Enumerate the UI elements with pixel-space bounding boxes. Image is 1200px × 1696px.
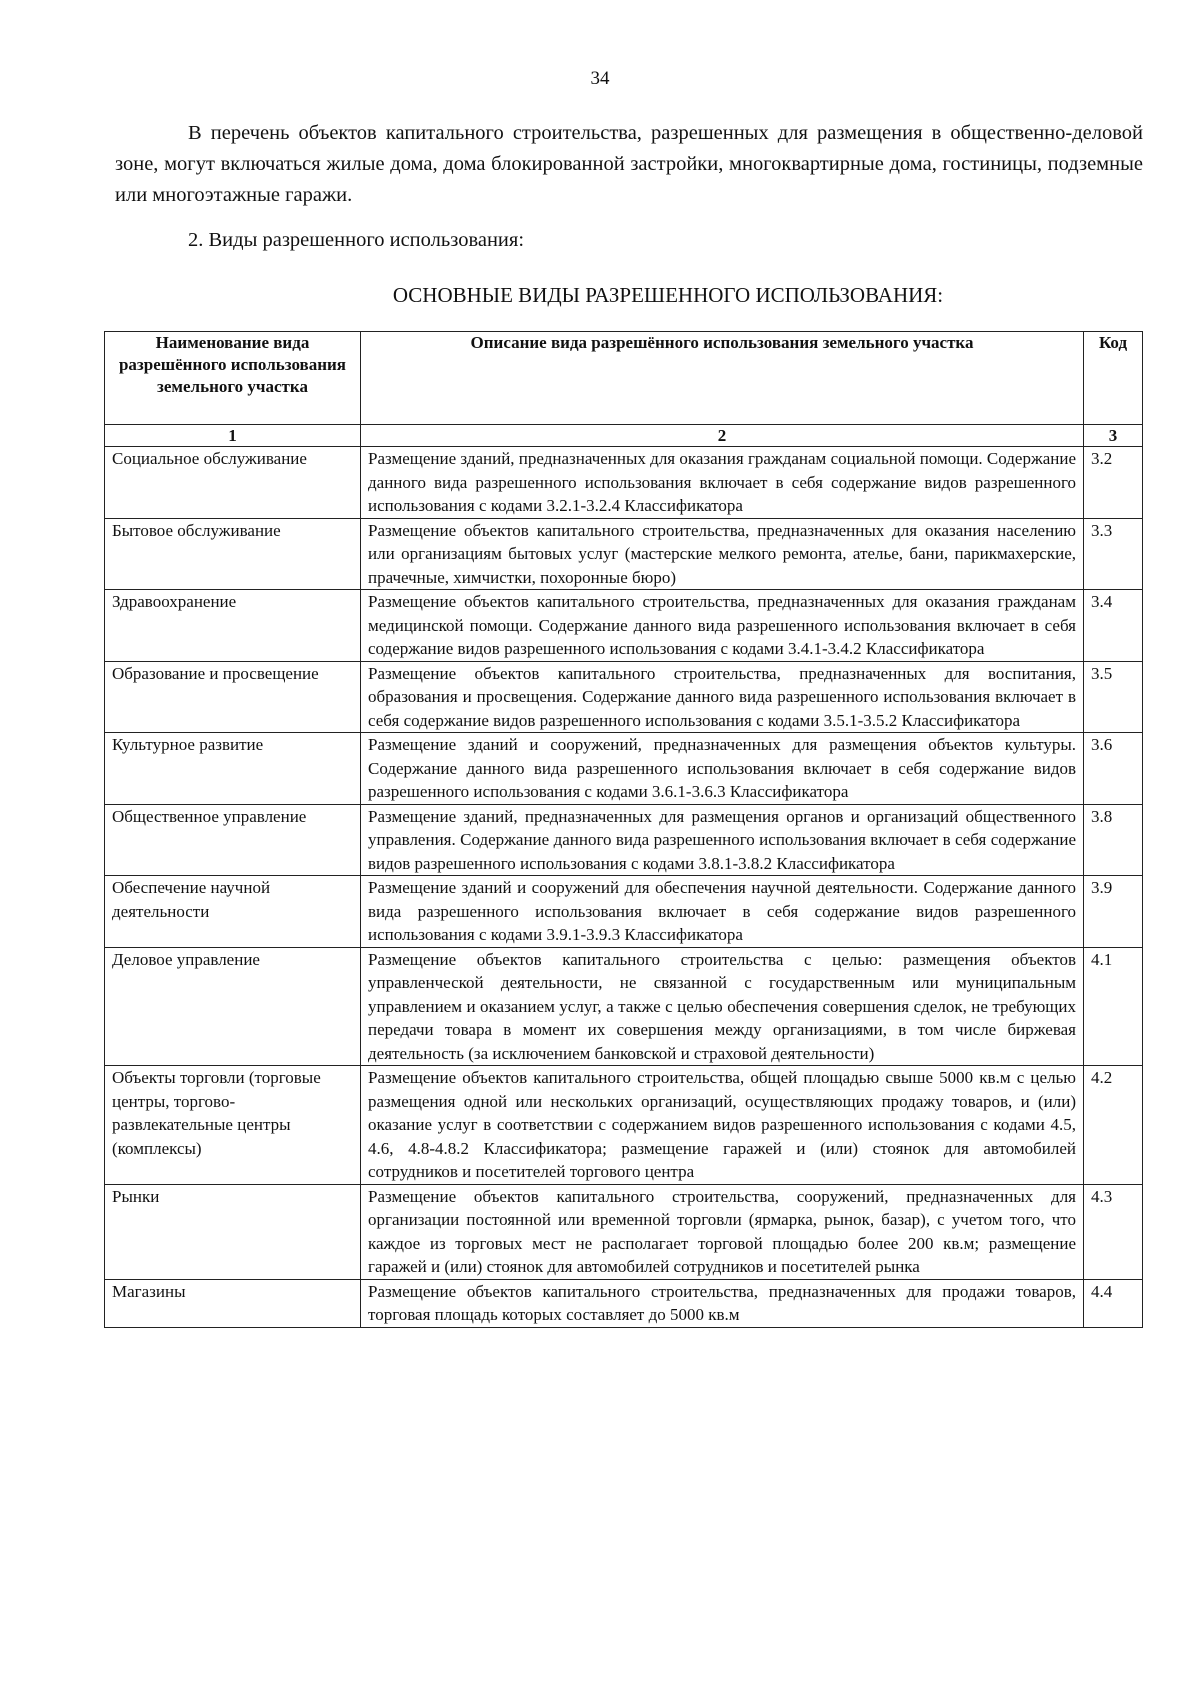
column-number-3: 3 [1084, 425, 1143, 447]
use-code: 3.2 [1084, 447, 1143, 519]
use-name: Деловое управление [105, 947, 361, 1066]
table-row [105, 590, 1143, 662]
use-name: Магазины [105, 1279, 361, 1327]
use-code: 3.9 [1084, 876, 1143, 948]
use-description: Размещение объектов капитального строительства, общей площадью свыше 5000 кв.м с целью размещения одной или нескольких организаций, осуществляющих продажу товаров, и (или) оказание услуг в соответствии с содержанием видов разрешенного использования с кодами 4.5, 4.6, 4.8-4.8.2 Классификатора; размещение гаражей и (или) стоянок для автомобилей сотрудников и посетителей торгового центра [361, 1066, 1084, 1185]
use-name: Общественное управление [105, 804, 361, 876]
use-code: 3.5 [1084, 661, 1143, 733]
use-name: Объекты торговли (торговые центры, торгово-развлекательные центры (комплексы) [105, 1066, 361, 1185]
use-name: Культурное развитие [105, 733, 361, 805]
table-row [105, 1184, 1143, 1279]
use-code: 4.2 [1084, 1066, 1143, 1185]
column-number-row [105, 425, 1143, 447]
use-code: 3.4 [1084, 590, 1143, 662]
use-name: Обеспечение научной деятельности [105, 876, 361, 948]
use-description: Размещение зданий и сооружений для обеспечения научной деятельности. Содержание данного вида разрешенного использования включает в себя содержание видов разрешенного использования с кодами 3.9.1-3.9.3 Классификатора [361, 876, 1084, 948]
use-code: 4.3 [1084, 1184, 1143, 1279]
use-description: Размещение объектов капитального строительства, сооружений, предназначенных для организации постоянной или временной торговли (ярмарка, рынок, базар), с учетом того, что каждое из торговых мест не располагает торговой площадью более 200 кв.м; размещение гаражей и (или) стоянок для автомобилей сотрудников и посетителей рынка [361, 1184, 1084, 1279]
use-description: Размещение объектов капитального строительства с целью: размещения объектов управленческой деятельности, не связанной с государственным или муниципальным управлением и оказанием услуг, а также с целью обеспечения совершения сделок, не требующих передачи товара в момент их совершения между организациями, в том числе биржевая деятельность (за исключением банковской и страховой деятельности) [361, 947, 1084, 1066]
header-description: Описание вида разрешённого использования земельного участка [361, 332, 1084, 425]
table-row [105, 661, 1143, 733]
use-code: 3.3 [1084, 518, 1143, 590]
column-number-2: 2 [361, 425, 1084, 447]
table-row [105, 1279, 1143, 1327]
table-header-row [105, 332, 1143, 425]
use-description: Размещение зданий, предназначенных для оказания гражданам социальной помощи. Содержание данного вида разрешенного использования включает в себя содержание видов разрешенного использования с кодами 3.2.1-3.2.4 Классификатора [361, 447, 1084, 519]
use-name: Бытовое обслуживание [105, 518, 361, 590]
use-description: Размещение объектов капитального строительства, предназначенных для оказания гражданам медицинской помощи. Содержание данного вида разрешенного использования включает в себя содержание видов разрешенного использования с кодами 3.4.1-3.4.2 Классификатора [361, 590, 1084, 662]
use-code: 4.4 [1084, 1279, 1143, 1327]
column-number-1: 1 [105, 425, 361, 447]
table-row [105, 804, 1143, 876]
use-description: Размещение зданий и сооружений, предназначенных для размещения объектов культуры. Содержание данного вида разрешенного использования включает в себя содержание видов разрешенного использования с кодами 3.6.1-3.6.3 Классификатора [361, 733, 1084, 805]
table-row [105, 733, 1143, 805]
section-heading: ОСНОВНЫЕ ВИДЫ РАЗРЕШЕННОГО ИСПОЛЬЗОВАНИЯ: [392, 283, 944, 307]
table-row [105, 947, 1143, 1066]
page-number: 34 [590, 68, 610, 89]
use-code: 3.6 [1084, 733, 1143, 805]
permitted-uses-list-item: 2. Виды разрешенного использования: [188, 229, 525, 251]
permitted-uses-table [104, 331, 1143, 1328]
use-description: Размещение объектов капитального строительства, предназначенных для воспитания, образования и просвещения. Содержание данного вида разрешенного использования включает в себя содержание видов разрешенного использования с кодами 3.5.1-3.5.2 Классификатора [361, 661, 1084, 733]
table-row [105, 518, 1143, 590]
use-name: Социальное обслуживание [105, 447, 361, 519]
use-description: Размещение зданий, предназначенных для размещения органов и организаций общественного управления. Содержание данного вида разрешенного использования включает в себя содержание видов разрешенного использования с кодами 3.8.1-3.8.2 Классификатора [361, 804, 1084, 876]
intro-paragraph: В перечень объектов капитального строительства, разрешенных для размещения в общественно-деловой зоне, могут включаться жилые дома, дома блокированной застройки, многоквартирные дома, гостиницы, подземные или многоэтажные гаражи. [115, 122, 1143, 206]
use-description: Размещение объектов капитального строительства, предназначенных для продажи товаров, торговая площадь которых составляет до 5000 кв.м [361, 1279, 1084, 1327]
table-row [105, 876, 1143, 948]
header-name: Наименование вида разрешённого использования земельного участка [105, 332, 361, 425]
use-name: Рынки [105, 1184, 361, 1279]
header-code: Код [1084, 332, 1143, 425]
table-row [105, 1066, 1143, 1185]
use-name: Образование и просвещение [105, 661, 361, 733]
use-description: Размещение объектов капитального строительства, предназначенных для оказания населению или организациям бытовых услуг (мастерские мелкого ремонта, ателье, бани, парикмахерские, прачечные, химчистки, похоронные бюро) [361, 518, 1084, 590]
table-row [105, 447, 1143, 519]
use-code: 3.8 [1084, 804, 1143, 876]
use-code: 4.1 [1084, 947, 1143, 1066]
use-name: Здравоохранение [105, 590, 361, 662]
